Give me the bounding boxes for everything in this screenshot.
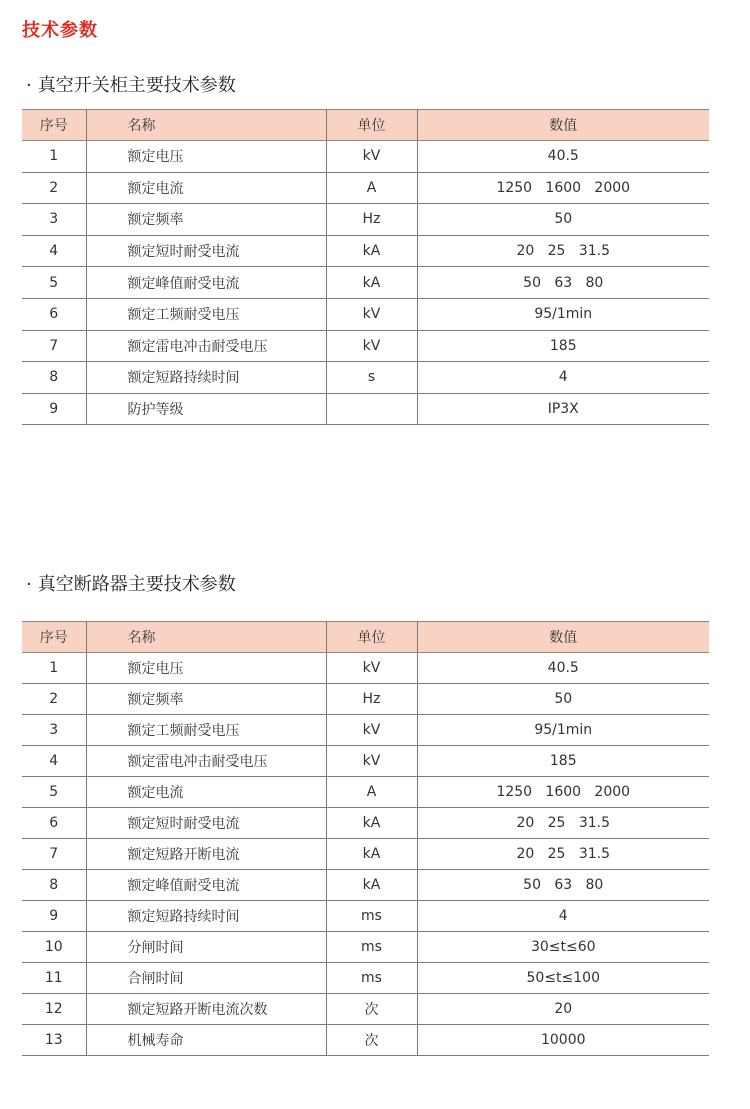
cell-col-value: 50	[417, 684, 709, 715]
cell-col-number: 2	[22, 684, 86, 715]
cell-col-unit: kV	[326, 330, 417, 362]
cell-col-number: 3	[22, 204, 86, 236]
table-row	[22, 777, 709, 808]
header-col-unit: 单位	[326, 622, 417, 653]
table-row	[22, 746, 709, 777]
cell-col-name: 额定短路开断电流	[86, 839, 326, 870]
cell-col-unit: kA	[326, 808, 417, 839]
cell-col-unit: kA	[326, 839, 417, 870]
cell-col-value: 185	[417, 330, 709, 362]
table-row	[22, 808, 709, 839]
cell-col-unit: Hz	[326, 204, 417, 236]
table-row	[22, 653, 709, 684]
cell-col-name: 额定短路持续时间	[86, 901, 326, 932]
cell-col-value: 50 63 80	[417, 870, 709, 901]
cell-col-name: 额定电流	[86, 172, 326, 204]
table-row	[22, 330, 709, 362]
cell-col-value: 95/1min	[417, 715, 709, 746]
cell-col-unit: ms	[326, 932, 417, 963]
cell-col-value: 95/1min	[417, 298, 709, 330]
cell-col-name: 额定峰值耐受电流	[86, 870, 326, 901]
cell-col-name: 额定电压	[86, 141, 326, 173]
table-row	[22, 1025, 709, 1056]
cell-col-name: 额定频率	[86, 684, 326, 715]
table-row	[22, 362, 709, 394]
table-row	[22, 235, 709, 267]
cell-col-unit	[326, 393, 417, 425]
cell-col-value: 4	[417, 901, 709, 932]
cell-col-unit: kV	[326, 746, 417, 777]
header-col-name: 名称	[86, 110, 326, 141]
table-row	[22, 870, 709, 901]
cell-col-name: 额定短时耐受电流	[86, 808, 326, 839]
cell-col-number: 11	[22, 963, 86, 994]
table-row	[22, 267, 709, 299]
table-row	[22, 839, 709, 870]
cell-col-number: 7	[22, 330, 86, 362]
header-col-value: 数值	[417, 622, 709, 653]
cell-col-number: 7	[22, 839, 86, 870]
table-row	[22, 141, 709, 173]
cell-col-unit: Hz	[326, 684, 417, 715]
section-title-switchgear: · 真空开关柜主要技术参数	[26, 75, 236, 96]
cell-col-number: 13	[22, 1025, 86, 1056]
cell-col-name: 分闸时间	[86, 932, 326, 963]
cell-col-value: 50	[417, 204, 709, 236]
cell-col-number: 9	[22, 393, 86, 425]
cell-col-value: 40.5	[417, 141, 709, 173]
cell-col-number: 2	[22, 172, 86, 204]
header-col-number: 序号	[22, 110, 86, 141]
cell-col-value: 40.5	[417, 653, 709, 684]
cell-col-value: IP3X	[417, 393, 709, 425]
page-title: 技术参数	[22, 20, 98, 41]
cell-col-number: 9	[22, 901, 86, 932]
table-header-row	[22, 110, 709, 141]
table-row	[22, 901, 709, 932]
cell-col-name: 额定电压	[86, 653, 326, 684]
cell-col-name: 额定工频耐受电压	[86, 715, 326, 746]
cell-col-name: 防护等级	[86, 393, 326, 425]
cell-col-name: 合闸时间	[86, 963, 326, 994]
cell-col-value: 50 63 80	[417, 267, 709, 299]
header-col-unit: 单位	[326, 110, 417, 141]
cell-col-unit: kA	[326, 267, 417, 299]
table-row	[22, 715, 709, 746]
cell-col-number: 6	[22, 298, 86, 330]
cell-col-number: 1	[22, 653, 86, 684]
cell-col-name: 额定工频耐受电压	[86, 298, 326, 330]
cell-col-name: 额定短时耐受电流	[86, 235, 326, 267]
table-row	[22, 298, 709, 330]
cell-col-number: 4	[22, 746, 86, 777]
cell-col-unit: A	[326, 777, 417, 808]
cell-col-name: 额定频率	[86, 204, 326, 236]
cell-col-value: 20	[417, 994, 709, 1025]
cell-col-value: 20 25 31.5	[417, 235, 709, 267]
table-row	[22, 932, 709, 963]
breaker-spec-table	[22, 621, 709, 1056]
cell-col-name: 额定短路开断电流次数	[86, 994, 326, 1025]
cell-col-value: 20 25 31.5	[417, 839, 709, 870]
cell-col-value: 1250 1600 2000	[417, 777, 709, 808]
cell-col-value: 10000	[417, 1025, 709, 1056]
cell-col-value: 4	[417, 362, 709, 394]
cell-col-unit: kV	[326, 715, 417, 746]
cell-col-number: 10	[22, 932, 86, 963]
section-title-text: 真空断路器主要技术参数	[37, 574, 236, 595]
cell-col-number: 8	[22, 870, 86, 901]
cell-col-number: 3	[22, 715, 86, 746]
table-header-row	[22, 622, 709, 653]
table-row	[22, 994, 709, 1025]
table-row	[22, 684, 709, 715]
cell-col-name: 额定电流	[86, 777, 326, 808]
cell-col-number: 12	[22, 994, 86, 1025]
table-row	[22, 963, 709, 994]
cell-col-value: 50≤t≤100	[417, 963, 709, 994]
cell-col-number: 1	[22, 141, 86, 173]
cell-col-value: 20 25 31.5	[417, 808, 709, 839]
table-row	[22, 204, 709, 236]
cell-col-number: 4	[22, 235, 86, 267]
section-title-text: 真空开关柜主要技术参数	[37, 75, 236, 96]
cell-col-unit: 次	[326, 1025, 417, 1056]
cell-col-number: 5	[22, 267, 86, 299]
header-col-number: 序号	[22, 622, 86, 653]
cell-col-unit: kV	[326, 653, 417, 684]
cell-col-name: 额定峰值耐受电流	[86, 267, 326, 299]
cell-col-unit: s	[326, 362, 417, 394]
cell-col-unit: ms	[326, 963, 417, 994]
table-row	[22, 172, 709, 204]
cell-col-value: 30≤t≤60	[417, 932, 709, 963]
cell-col-name: 额定雷电冲击耐受电压	[86, 330, 326, 362]
cell-col-unit: kA	[326, 870, 417, 901]
cell-col-name: 额定雷电冲击耐受电压	[86, 746, 326, 777]
switchgear-spec-table	[22, 109, 709, 425]
cell-col-number: 8	[22, 362, 86, 394]
header-col-name: 名称	[86, 622, 326, 653]
cell-col-unit: kV	[326, 141, 417, 173]
header-col-value: 数值	[417, 110, 709, 141]
cell-col-unit: kV	[326, 298, 417, 330]
table-row	[22, 393, 709, 425]
cell-col-name: 额定短路持续时间	[86, 362, 326, 394]
cell-col-value: 185	[417, 746, 709, 777]
cell-col-unit: 次	[326, 994, 417, 1025]
cell-col-value: 1250 1600 2000	[417, 172, 709, 204]
cell-col-unit: A	[326, 172, 417, 204]
cell-col-number: 5	[22, 777, 86, 808]
cell-col-number: 6	[22, 808, 86, 839]
cell-col-name: 机械寿命	[86, 1025, 326, 1056]
section-title-breaker: · 真空断路器主要技术参数	[26, 574, 236, 595]
cell-col-unit: kA	[326, 235, 417, 267]
cell-col-unit: ms	[326, 901, 417, 932]
